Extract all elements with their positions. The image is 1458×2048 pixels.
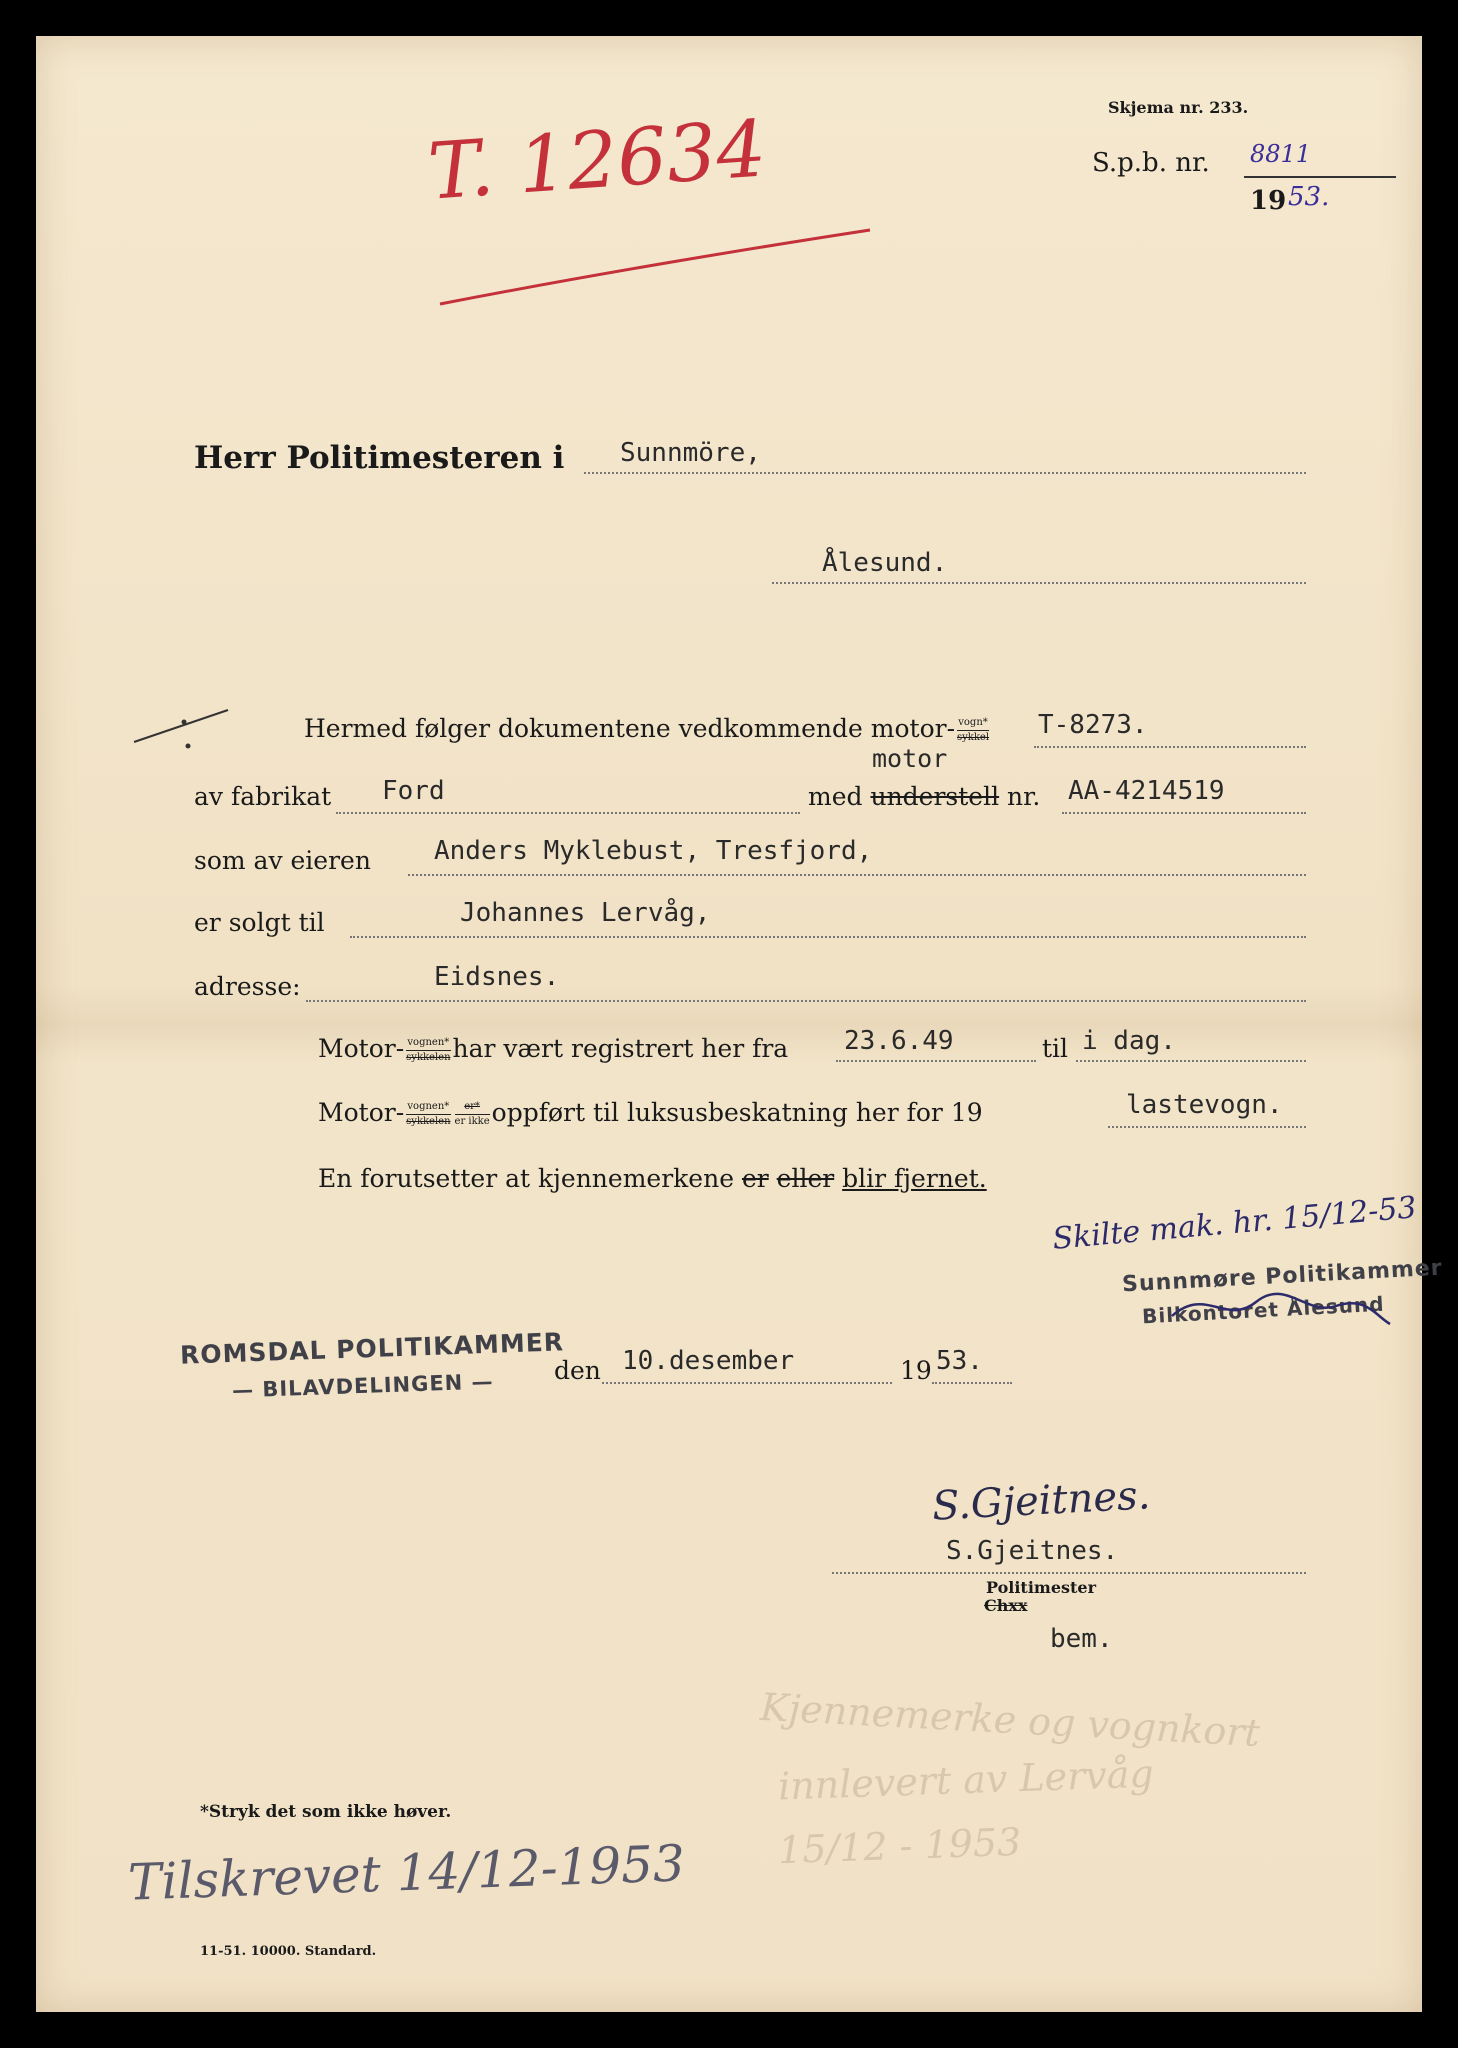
district-line [584,472,1306,474]
to-line [1076,1060,1306,1062]
sunnmore-signature-scribble [1166,1276,1396,1336]
til-label: til [1042,1034,1069,1063]
faded-note-line2: innlevert av Lervåg [777,1751,1155,1809]
sunnmore-handnote: Skilte mak. hr. 15/12-53 [1051,1190,1418,1257]
chassis-number: AA-4214519 [1068,776,1225,806]
luxury-tax-text [318,1098,983,1127]
romsdal-stamp-line1: ROMSDAL POLITIKAMMER [179,1327,565,1370]
footnote: *Stryk det som ikke høver. [200,1802,452,1822]
lux-er-bottom: er ikke [454,1116,490,1127]
motor-insert: motor [872,744,948,773]
buyer-value: Johannes Lervåg, [460,898,711,928]
tilskrevet-note: Tilskrevet 14/12-1953 [127,1834,686,1912]
frac-bottom: sykkel [957,732,990,743]
intro-label: Hermed følger dokumentene vedkommende motor- [304,714,956,743]
vehicle-type-fraction [957,718,989,743]
signature-bem: bem. [1050,1624,1113,1654]
sold-label: er solgt til [194,908,325,937]
addressee-city: Ålesund. [822,548,948,578]
sunnmore-stamp-line2: Bilkontoret Ålesund [1141,1291,1386,1329]
reg-fraction [406,1038,450,1063]
lux-text: oppført til luksusbeskatning her for 19 [491,1098,983,1127]
date-year-prefix: 19 [900,1356,932,1385]
reg-motor-label: Motor- [318,1034,405,1063]
spb-label: S.p.b. nr. [1092,148,1210,178]
buyer-address-value: Eidsnes. [434,962,560,992]
date-line [602,1382,892,1384]
lux-line [1108,1126,1306,1128]
red-reference-annotation: T. 12634 [425,104,770,218]
signature-line [832,1572,1306,1574]
spb-number: 8811 [1250,140,1312,168]
date-value: 10.desember [622,1346,795,1376]
registration-line [1034,746,1306,748]
nr-label: nr. [1007,782,1041,811]
plates-label: En forutsetter at kjennemerkene [318,1164,734,1193]
understell-label: understell [870,782,1000,811]
med-label: med [808,782,863,811]
addressee-district: Sunnmöre, [620,438,761,468]
reg-text: har vært registrert her fra [452,1034,789,1063]
plates-er: er [741,1164,769,1193]
typed-signature: S.Gjeitnes. [946,1536,1119,1566]
plates-text [318,1164,987,1193]
faded-note-line1: Kjennemerke og vognkort [759,1684,1261,1756]
lux-er-fraction [455,1102,490,1127]
signature-struck: Chxx [984,1596,1028,1615]
luxury-tax-value: lastevogn. [1126,1090,1283,1120]
addressee-label: Herr Politimesteren i [194,440,565,476]
sunnmore-stamp-line1: Sunnmøre Politikammer [1121,1255,1444,1298]
fabrikat-line [336,812,800,814]
owner-label: som av eieren [194,846,371,875]
romsdal-stamp-line2: — BILAVDELINGEN — [231,1369,494,1403]
plates-eller: eller [776,1164,835,1193]
schema-number: Skjema nr. 233. [1108,98,1249,117]
from-line [836,1060,1036,1062]
red-underline-stroke [436,226,876,316]
owner-line [408,874,1306,876]
signature-title: Politimester [986,1578,1097,1597]
registration-number: T-8273. [1038,710,1148,740]
address-label: adresse: [194,972,301,1001]
chassis-line [1062,812,1306,814]
spb-line [1244,176,1396,178]
frac-top: vogn* [957,718,989,731]
registered-from-date: 23.6.49 [844,1026,954,1056]
plates-end: blir fjernet. [842,1164,987,1193]
buyer-address-line [306,1000,1306,1002]
fabrikat-label: av fabrikat [194,782,332,811]
city-line [772,582,1306,584]
date-den-label: den [554,1356,601,1385]
fabrikat-value: Ford [382,776,445,806]
lux-frac-top: vognen* [406,1102,450,1115]
margin-check-mark [128,702,238,752]
buyer-line [350,936,1306,938]
document-page [36,36,1444,2012]
faded-note-line3: 15/12 - 1953 [777,1819,1022,1873]
date-year-suffix: 53. [936,1346,983,1376]
intro-text [304,714,991,743]
lux-motor-label: Motor- [318,1098,405,1127]
print-info: 11-51. 10000. Standard. [200,1944,377,1959]
registered-to-date: i dag. [1082,1026,1176,1056]
owner-value: Anders Myklebust, Tresfjord, [434,836,873,866]
reg-frac-bottom: sykkelen [406,1052,451,1063]
med-understell-text [808,782,1040,811]
registration-period-text [318,1034,788,1063]
lux-fraction [406,1102,450,1127]
lux-er-top: er* [455,1102,490,1115]
spb-year-prefix: 19 [1250,186,1287,216]
handwritten-signature: S.Gjeitnes. [930,1472,1152,1530]
lux-frac-bottom: sykkelen [406,1116,451,1127]
reg-frac-top: vognen* [406,1038,450,1051]
spb-year-suffix: 53. [1288,182,1330,212]
date-year-line [932,1382,1012,1384]
